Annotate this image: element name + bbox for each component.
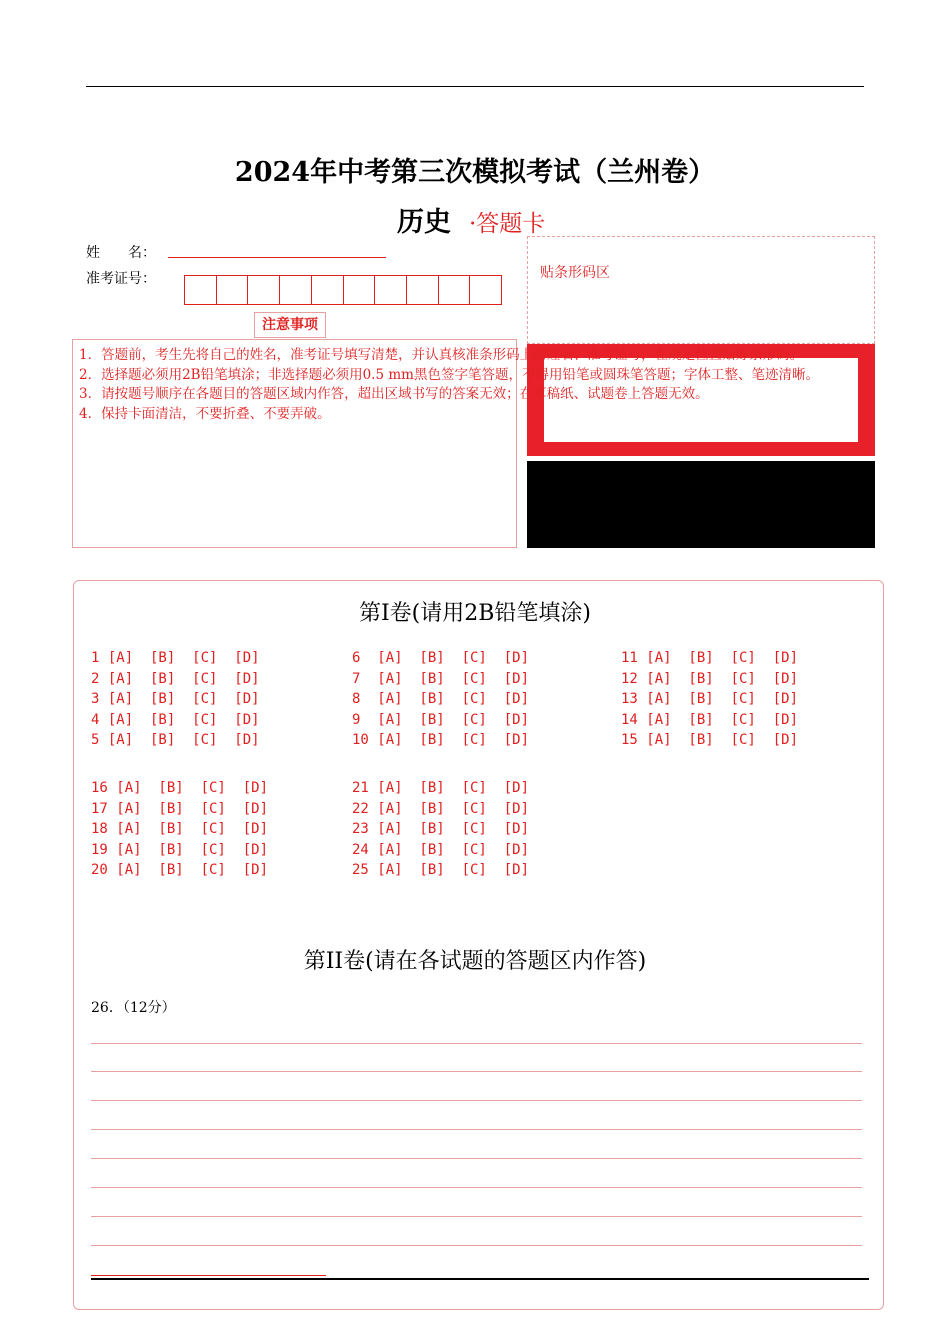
name-field[interactable] [168, 257, 386, 258]
id-digit-box[interactable] [470, 276, 501, 304]
answer-line[interactable] [91, 1216, 862, 1217]
section1-title: 第I卷(请用2B铅笔填涂) [358, 601, 592, 626]
id-digit-box[interactable] [312, 276, 344, 304]
answer-line[interactable] [91, 1071, 862, 1072]
choice-row[interactable]: 9 [A] [B] [C] [D] [352, 711, 530, 728]
question-group-21-25 [352, 778, 529, 881]
choice-row[interactable]: 14 [A] [B] [C] [D] [621, 711, 799, 728]
choice-row[interactable]: 1 [A] [B] [C] [D] [91, 650, 260, 666]
choice-row[interactable]: 16 [A] [B] [C] [D] [91, 780, 269, 796]
question-26-label: 26．（12分） [91, 1000, 176, 1016]
choice-row[interactable]: 20 [A] [B] [C] [D] [91, 862, 269, 878]
choice-row[interactable]: 12 [A] [B] [C] [D] [621, 670, 799, 687]
question-group-1-5 [91, 648, 260, 751]
notice-rule: 2．选择题必须用2B铅笔填涂；非选择题必须用0.5 mm黑色签字笔答题，不得用铅笔或圆珠笔答题；字体工整、笔迹清晰。 [79, 366, 819, 383]
notice-rule: 1．答题前，考生先将自己的姓名，准考证号填写清楚，并认真核准条形码上的姓名、准考证号，在规定位置贴好条形码。 [79, 347, 804, 363]
id-digit-box[interactable] [280, 276, 312, 304]
choice-row[interactable]: 11 [A] [B] [C] [D] [621, 650, 799, 666]
top-rule [86, 86, 864, 87]
choice-row[interactable]: 13 [A] [B] [C] [D] [621, 691, 799, 707]
exam-title: 2024年中考第三次模拟考试（兰州卷） [234, 157, 716, 188]
bottom-rule [91, 1278, 869, 1280]
answer-line[interactable] [91, 1158, 862, 1159]
id-digit-box[interactable] [375, 276, 407, 304]
choice-row[interactable]: 17 [A] [B] [C] [D] [91, 800, 269, 817]
barcode-area [527, 236, 875, 344]
id-label: 准考证号： [86, 271, 156, 287]
answer-line[interactable] [91, 1100, 862, 1101]
answer-line-short[interactable] [91, 1275, 326, 1276]
question-group-11-15 [621, 648, 798, 751]
answer-line[interactable] [91, 1129, 862, 1130]
id-digit-box[interactable] [185, 276, 217, 304]
choice-row[interactable]: 7 [A] [B] [C] [D] [352, 670, 530, 687]
choice-row[interactable]: 8 [A] [B] [C] [D] [352, 691, 530, 707]
choice-row[interactable]: 19 [A] [B] [C] [D] [91, 841, 269, 858]
section2-title: 第II卷(请在各试题的答题区内作答) [303, 949, 647, 974]
notice-rule: 3．请按题号顺序在各题目的答题区域内作答，超出区域书写的答案无效；在草稿纸、试题卷上答题无效。 [79, 386, 709, 402]
id-number-boxes[interactable] [184, 275, 502, 305]
black-block [527, 461, 875, 548]
choice-row[interactable]: 23 [A] [B] [C] [D] [352, 821, 530, 837]
id-digit-box[interactable] [344, 276, 376, 304]
choice-row[interactable]: 5 [A] [B] [C] [D] [91, 732, 260, 748]
id-digit-box[interactable] [248, 276, 280, 304]
choice-row[interactable]: 3 [A] [B] [C] [D] [91, 691, 260, 707]
answer-line[interactable] [91, 1187, 862, 1188]
barcode-label: 贴条形码区 [540, 265, 610, 281]
id-digit-box[interactable] [217, 276, 249, 304]
id-digit-box[interactable] [439, 276, 471, 304]
choice-row[interactable]: 24 [A] [B] [C] [D] [352, 841, 530, 858]
choice-row[interactable]: 2 [A] [B] [C] [D] [91, 670, 260, 687]
choice-row[interactable]: 25 [A] [B] [C] [D] [352, 862, 530, 878]
answer-line[interactable] [91, 1245, 862, 1246]
choice-row[interactable]: 22 [A] [B] [C] [D] [352, 800, 530, 817]
question-group-16-20 [91, 778, 268, 881]
choice-row[interactable]: 10 [A] [B] [C] [D] [352, 732, 530, 748]
id-digit-box[interactable] [407, 276, 439, 304]
notice-rule: 4．保持卡面清洁，不要折叠、不要弄破。 [79, 405, 331, 422]
question-group-6-10 [352, 648, 529, 751]
choice-row[interactable]: 18 [A] [B] [C] [D] [91, 821, 269, 837]
answer-line[interactable] [91, 1043, 862, 1044]
answer-card-label: ·答题卡 [469, 211, 546, 237]
choice-row[interactable]: 21 [A] [B] [C] [D] [352, 780, 530, 796]
notice-title: 注意事项 [254, 312, 326, 338]
name-label: 姓 名： [86, 245, 156, 261]
notice-rules [79, 346, 949, 424]
choice-row[interactable]: 15 [A] [B] [C] [D] [621, 732, 799, 748]
subject-title: 历史 [397, 207, 451, 238]
choice-row[interactable]: 6 [A] [B] [C] [D] [352, 650, 530, 666]
choice-row[interactable]: 4 [A] [B] [C] [D] [91, 711, 260, 728]
